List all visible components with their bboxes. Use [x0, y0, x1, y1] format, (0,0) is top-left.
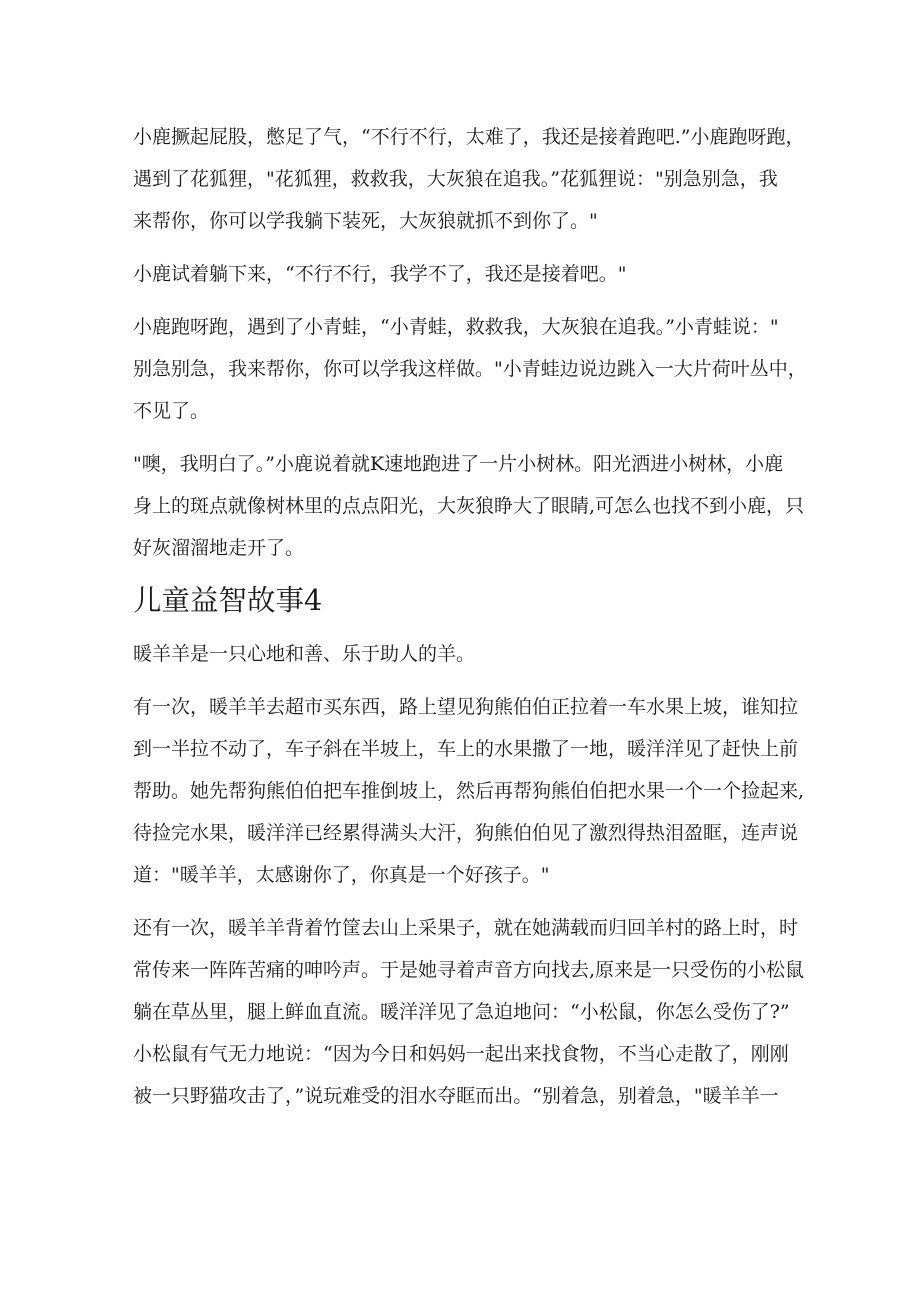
document-body: [133, 116, 807, 1128]
text-line: 遇到了花狐狸，"花狐狸，救救我，大灰狼在追我。”花狐狸说："别急别急，我: [133, 168, 778, 190]
paragraph: [133, 686, 805, 896]
text-line: 小鹿撅起屁股，憋足了气，“不行不行，太难了，我还是接着跑吧.”小鹿跑呀跑，: [133, 126, 805, 148]
paragraph: [133, 116, 805, 242]
section-heading: [133, 580, 795, 622]
text-line: 帮助。她先帮狗熊伯伯把车推倒坡上，然后再帮狗熊伯伯把水果一个一个捡起来,: [133, 780, 805, 802]
text-line: 到一半拉不动了，车子斜在半坡上，车上的水果撒了一地，暖洋洋见了赶快上前: [133, 738, 799, 760]
text-line: 好灰溜溜地走开了。: [133, 537, 305, 559]
paragraph: [133, 633, 795, 675]
text-line: 躺在草丛里，腿上鲜血直流。暖洋洋见了急迫地问：“小松鼠，你怎么受伤了?”: [133, 1001, 790, 1023]
text-line: 道："暖羊羊，太感谢你了，你真是一个好孩子。": [133, 864, 550, 886]
text-line: 被一只野猫攻击了，”说玩难受的泪水夺眶而出。“别着急，别着急，"暖羊羊一: [133, 1085, 779, 1107]
text-line: 暖羊羊是一只心地和善、乐于助人的羊。: [133, 643, 476, 665]
text-line: 小鹿试着躺下来，“不行不行，我学不了，我还是接着吧。": [133, 263, 627, 285]
text-line: 别急别急，我来帮你，你可以学我这样做。"小青蛙边说边跳入一大片荷叶丛中，: [133, 358, 807, 380]
heading-text: 儿童益智故事4: [133, 584, 323, 617]
text-line: 来帮你，你可以学我躺下装死，大灰狼就抓不到你了。": [133, 210, 598, 232]
text-line: 小松鼠有气无力地说：“因为今日和妈妈一起出来找食物，不当心走散了，刚刚: [133, 1043, 789, 1065]
text-line: "噢，我明白了。”小鹿说着就K速地跑进了一片小树林。阳光洒进小树林，小鹿: [133, 453, 784, 475]
text-line: 还有一次，暖羊羊背着竹筐去山上采果子，就在她满载而归回羊村的路上时，时: [133, 917, 799, 939]
text-line: 不见了。: [133, 400, 210, 422]
text-line: 待捡完水果，暖洋洋已经累得满头大汗，狗熊伯伯见了激烈得热泪盈眶，连声说: [133, 822, 799, 844]
paragraph: [133, 907, 805, 1117]
text-line: 小鹿跑呀跑，遇到了小青蛙，“小青蛙，救救我，大灰狼在追我。”小青蛙说：": [133, 316, 779, 338]
paragraph: [133, 253, 795, 295]
text-line: 常传来一阵阵苦痛的呻吟声。于是她寻着声音方向找去,原来是一只受伤的小松鼠: [133, 959, 805, 981]
text-line: 身上的斑点就像树林里的点点阳光，大灰狼睁大了眼睛,可怎么也找不到小鹿，只: [133, 495, 805, 517]
paragraph: [133, 443, 805, 569]
paragraph: [133, 306, 807, 432]
text-line: 有一次，暖羊羊去超市买东西，路上望见狗熊伯伯正拉着一车水果上坡，谁知拉: [133, 696, 799, 718]
